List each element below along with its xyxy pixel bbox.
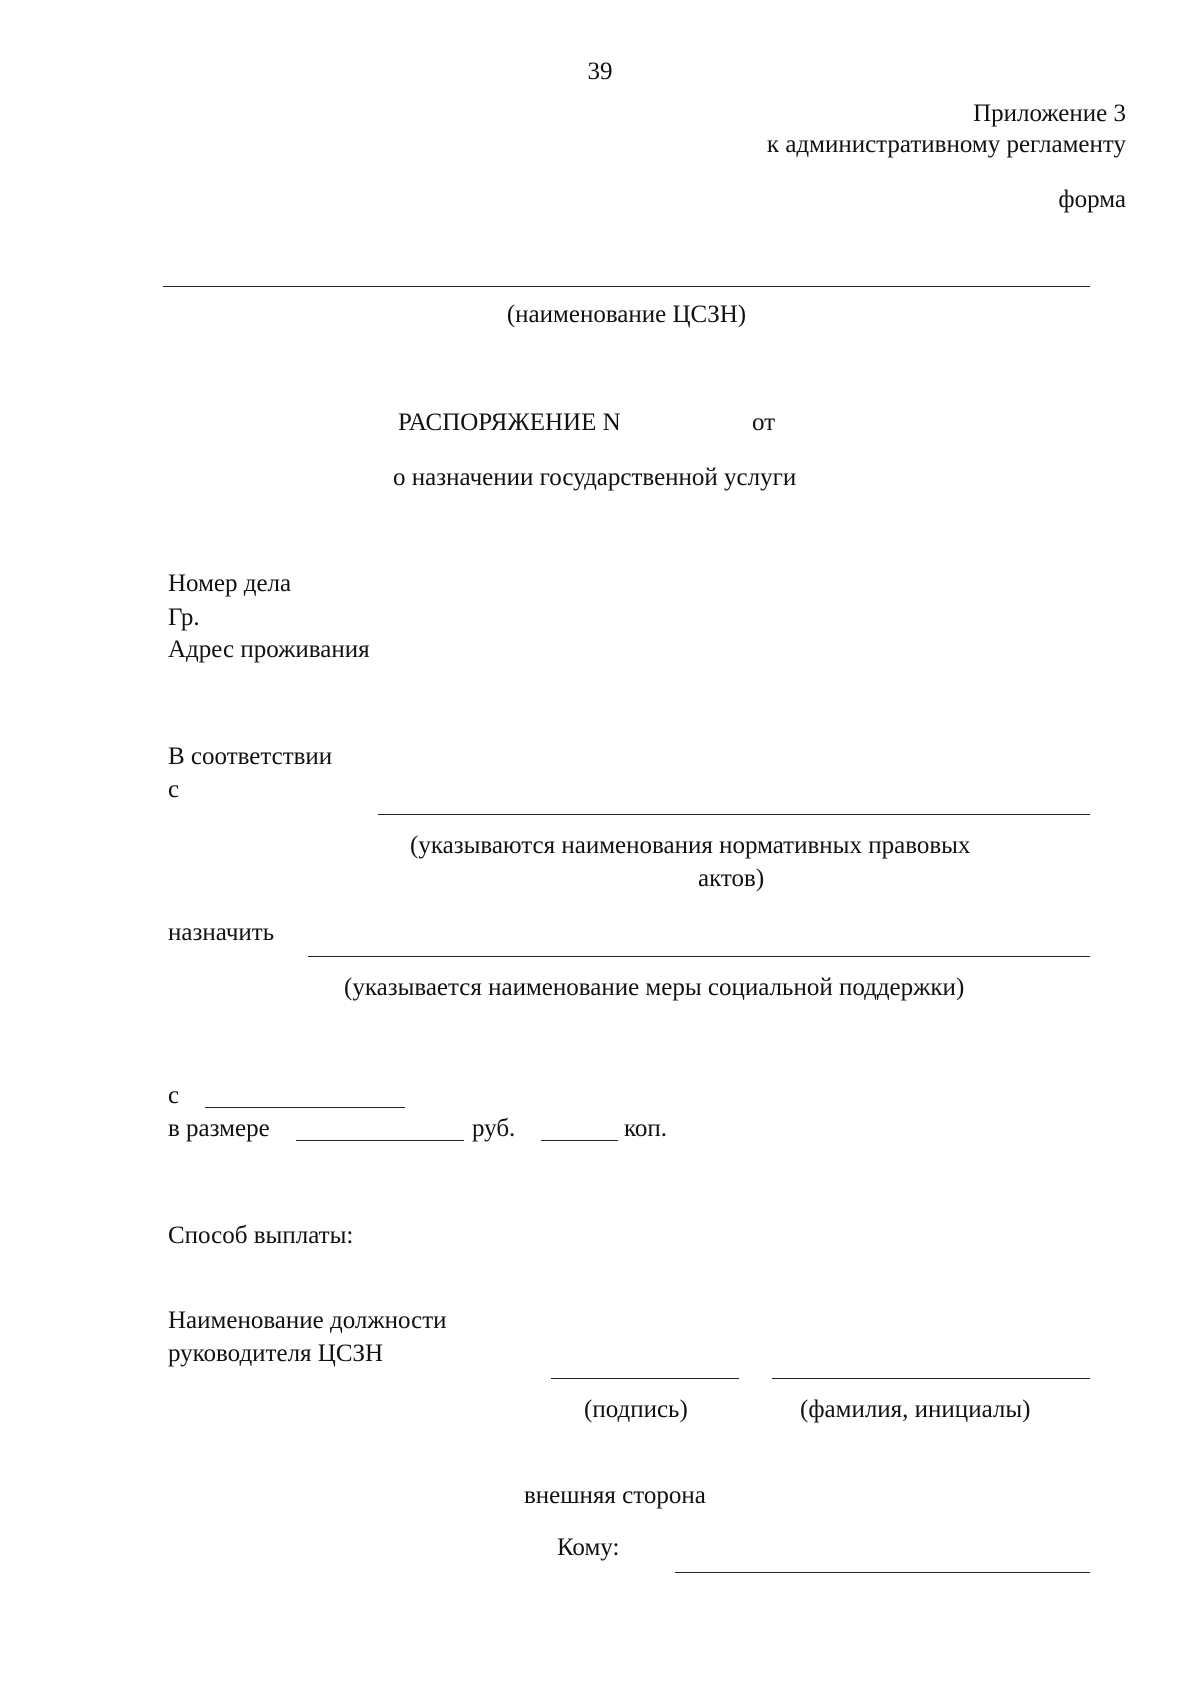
payment-amount-label: в размере (168, 1115, 270, 1142)
position-line1: Наименование должности (168, 1307, 447, 1334)
payment-kop-line (541, 1140, 618, 1141)
signature-line (551, 1378, 739, 1379)
payment-method-label: Способ выплаты: (168, 1222, 354, 1249)
order-date-prefix: от (752, 409, 776, 436)
form-label: форма (1058, 186, 1126, 213)
citizen-label: Гр. (168, 604, 200, 631)
basis-label: В соответствии (168, 743, 333, 770)
payment-rub-label: руб. (472, 1115, 516, 1142)
name-caption: (фамилия, инициалы) (800, 1396, 1031, 1423)
order-subject: о назначении государственной услуги (393, 464, 797, 491)
page-number: 39 (587, 58, 613, 85)
recipient-line (675, 1572, 1090, 1573)
org-name-caption: (наименование ЦСЗН) (506, 301, 747, 328)
order-title: РАСПОРЯЖЕНИЕ N (398, 409, 621, 436)
case-number-label: Номер дела (168, 570, 292, 597)
address-label: Адрес проживания (168, 636, 370, 663)
basis-label-c: с (168, 776, 180, 803)
payment-from-line (205, 1107, 405, 1108)
position-line2: руководителя ЦСЗН (168, 1340, 384, 1367)
assign-caption: (указывается наименование меры социальной поддержки) (344, 974, 965, 1001)
appendix-subtitle: к административному регламенту (766, 131, 1126, 158)
name-line (772, 1378, 1090, 1379)
appendix-title: Приложение 3 (973, 100, 1126, 127)
basis-caption-line1: (указываются наименования нормативных правовых (410, 832, 971, 859)
payment-kop-label: коп. (624, 1115, 668, 1142)
payment-from-label: с (168, 1082, 180, 1109)
payment-rub-line (296, 1140, 464, 1141)
basis-line (378, 814, 1090, 815)
basis-caption-line2: актов) (698, 865, 765, 892)
assign-label: назначить (168, 919, 275, 946)
recipient-label: Кому: (557, 1534, 620, 1561)
assign-line (308, 956, 1090, 957)
org-name-line (163, 286, 1090, 287)
signature-caption: (подпись) (584, 1396, 688, 1423)
outer-side-label: внешняя сторона (524, 1482, 706, 1509)
